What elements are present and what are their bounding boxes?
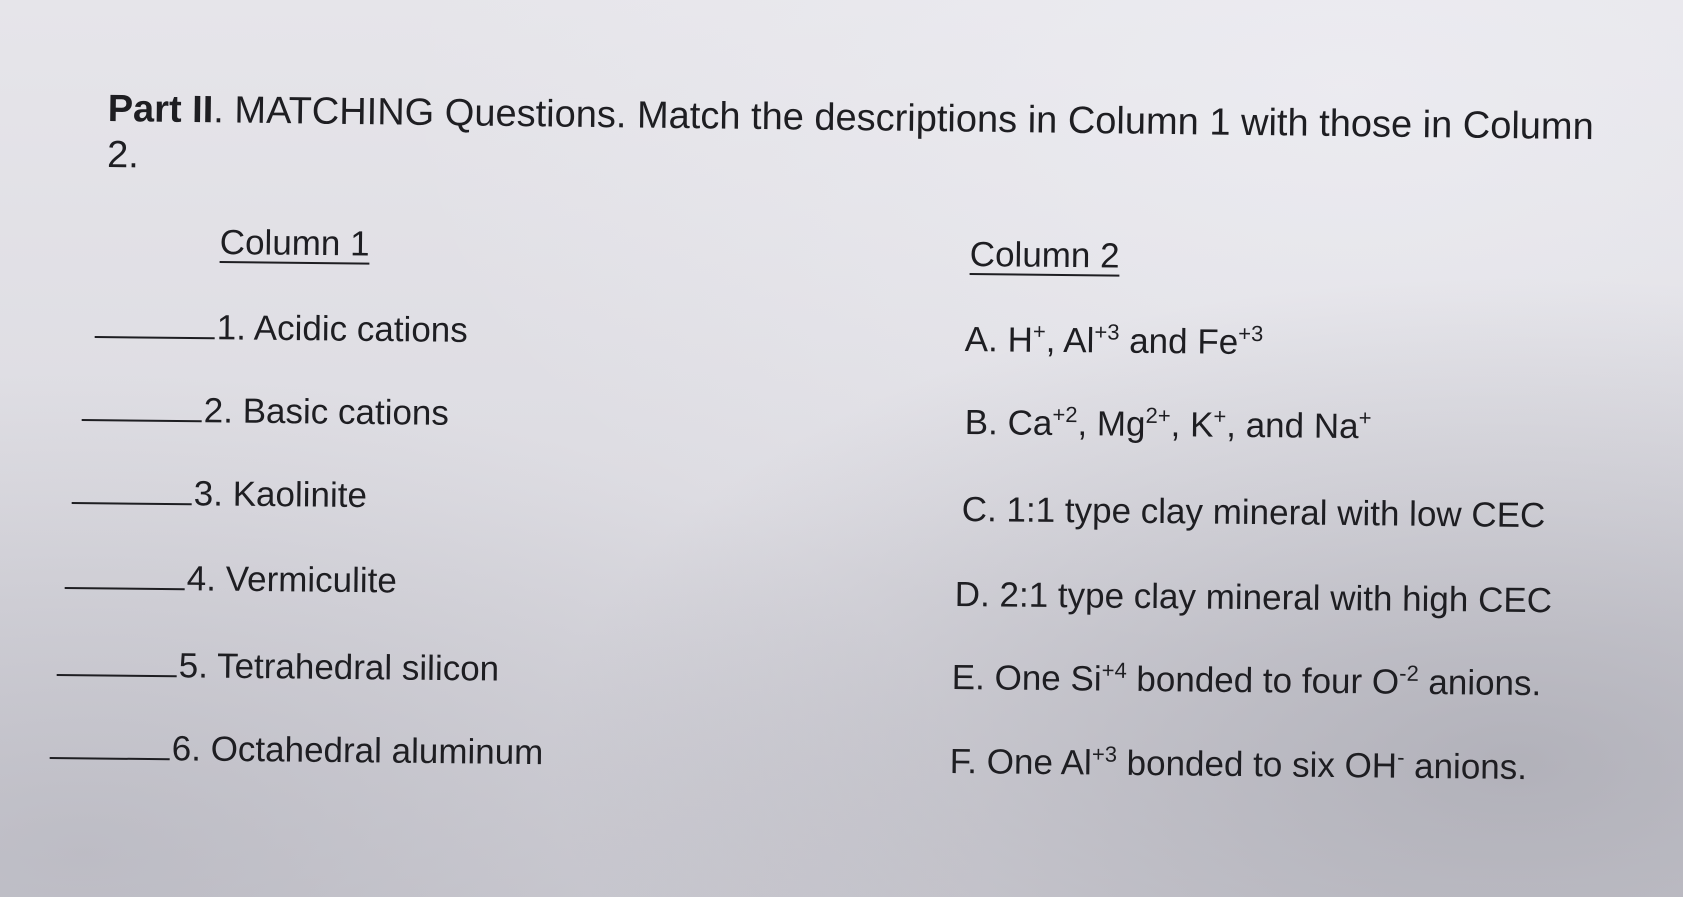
column-1-item [95,307,468,351]
section-heading [107,86,1628,197]
answer-blank[interactable] [65,586,185,590]
column-1-item [65,558,397,601]
item-label: 3. Kaolinite [193,474,368,516]
item-label: 1. Acidic cations [216,308,468,350]
column-1-item [82,390,450,434]
column-1-item [50,728,544,773]
heading-text: . MATCHING Questions. Match the descriptions in Column 1 with those in Column 2. [106,89,1594,177]
column-1-item [72,473,368,516]
item-label: 2. Basic cations [203,391,450,433]
answer-blank[interactable] [72,501,192,505]
column-2-option: B. $Ca^{+2}$, $Mg^{2+}$, K+, and Na+ [964,401,1372,447]
item-label: 4. Vermiculite [186,559,398,601]
column-2-option: C. 1:1 type clay mineral with low CEC [961,490,1546,536]
answer-blank[interactable] [95,335,215,339]
column-2-option: A. H+, $Al^{+3}$ and $Fe^{+3}$ [964,318,1264,362]
item-label: 5. Tetrahedral silicon [178,646,500,689]
answer-blank[interactable] [82,418,202,422]
column-2-option: F. One $Al^{+3}$ bonded to six OH- anions. [949,741,1528,788]
answer-blank[interactable] [57,673,177,677]
column-2-title: Column 2 [969,235,1120,276]
column-2-option: E. One $Si^{+4}$ bonded to four $O^{-2}$ anions. [951,657,1542,704]
part-label: Part II [107,87,214,132]
answer-blank[interactable] [50,756,170,760]
column-2-option: D. 2:1 type clay mineral with high CEC [954,575,1553,621]
column-1-title: Column 1 [219,223,370,264]
item-label: 6. Octahedral aluminum [171,729,544,773]
column-1-item [57,645,500,690]
